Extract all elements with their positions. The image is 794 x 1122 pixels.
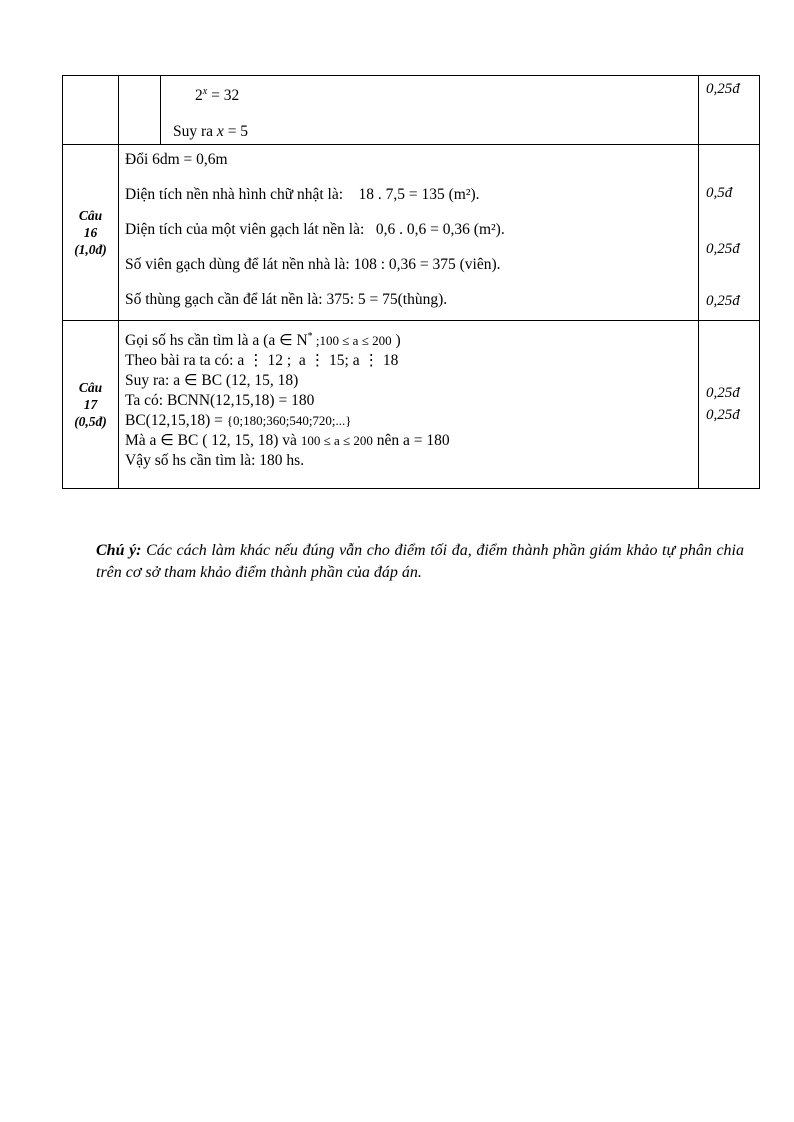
points-value: 0,25đ xyxy=(706,385,740,401)
set-notation: {0;180;360;540;720;...} xyxy=(226,413,352,429)
solution-line xyxy=(173,82,698,105)
solution-cell xyxy=(119,145,699,320)
line-text: Mà a ∈ BC ( 12, 15, 18) và xyxy=(125,432,301,450)
solution-line xyxy=(125,327,698,351)
line-text: nên a = 180 xyxy=(372,432,450,450)
math-condition: 100 ≤ a ≤ 200 xyxy=(300,433,373,449)
sub-id-cell-empty xyxy=(119,76,161,144)
grading-note xyxy=(96,540,744,583)
line-text: Gọi số hs cần tìm là a (a ∈ N xyxy=(125,332,308,350)
points-cell xyxy=(699,145,759,320)
solution-line xyxy=(125,431,698,451)
points-value: 0,5đ xyxy=(706,185,733,201)
equation-base: 2 xyxy=(195,87,203,105)
conclusion-text: Suy ra xyxy=(173,123,217,141)
solution-line: Diện tích của một viên gạch lát nền là: 0,6 . 0,6 = 0,36 (m²). xyxy=(125,221,505,238)
question-id-cell xyxy=(63,145,119,320)
question-label: Câu xyxy=(78,208,103,223)
question-id-cell xyxy=(63,321,119,488)
line-text: BC(12,15,18) = xyxy=(125,412,227,430)
line-text: ) xyxy=(391,332,401,350)
points-value: 0,25đ xyxy=(706,293,740,309)
table-row-cau17 xyxy=(63,320,759,488)
conclusion-value: = 5 xyxy=(223,123,249,141)
equation-rest: = 32 xyxy=(207,87,240,105)
question-score: (0,5đ) xyxy=(74,414,107,429)
solution-line xyxy=(125,411,698,431)
solution-line: Theo bài ra ta có: a ⋮ 12 ; a ⋮ 15; a ⋮ 18 xyxy=(125,352,399,370)
points-cell xyxy=(699,321,759,488)
question-id-cell-empty xyxy=(63,76,119,144)
points-value: 0,25đ xyxy=(706,241,740,257)
question-number: 17 xyxy=(83,397,98,412)
variable-x: x xyxy=(216,123,224,141)
points-cell xyxy=(699,76,759,144)
table-row-cau16 xyxy=(63,144,759,320)
points-value: 0,25đ xyxy=(706,407,740,423)
note-label: Chú ý: xyxy=(96,542,142,559)
solution-line: Số viên gạch dùng để lát nền nhà là: 108 : 0,36 = 375 (viên). xyxy=(125,256,501,273)
solution-line: Đổi 6dm = 0,6m xyxy=(125,151,228,168)
solution-line xyxy=(173,122,698,141)
math-condition: ;100 ≤ a ≤ 200 xyxy=(312,333,392,349)
note-body: Các cách làm khác nếu đúng vẫn cho điểm tối đa, điểm thành phần giám khảo tự phân chia trên cơ sở tham khảo điểm thành phần của đáp án. xyxy=(96,542,744,581)
question-score: (1,0đ) xyxy=(74,242,107,257)
equation-exponent: x xyxy=(202,86,208,97)
table-row-carryover xyxy=(63,76,759,144)
solution-line: Ta có: BCNN(12,15,18) = 180 xyxy=(125,392,315,410)
superscript-star: * xyxy=(307,331,313,342)
solution-line: Số thùng gạch cần để lát nền là: 375: 5 = 75(thùng). xyxy=(125,291,448,308)
solution-line: Suy ra: a ∈ BC (12, 15, 18) xyxy=(125,372,299,390)
question-label: Câu xyxy=(78,380,103,395)
solution-line: Diện tích nền nhà hình chữ nhật là: 18 . 7,5 = 135 (m²). xyxy=(125,186,480,203)
solution-cell xyxy=(161,76,699,144)
points-value: 0,25đ xyxy=(706,81,740,97)
question-number: 16 xyxy=(83,225,98,240)
solution-cell xyxy=(119,321,699,488)
solution-line: Vậy số hs cần tìm là: 180 hs. xyxy=(125,452,305,470)
answer-key-table xyxy=(62,75,760,489)
